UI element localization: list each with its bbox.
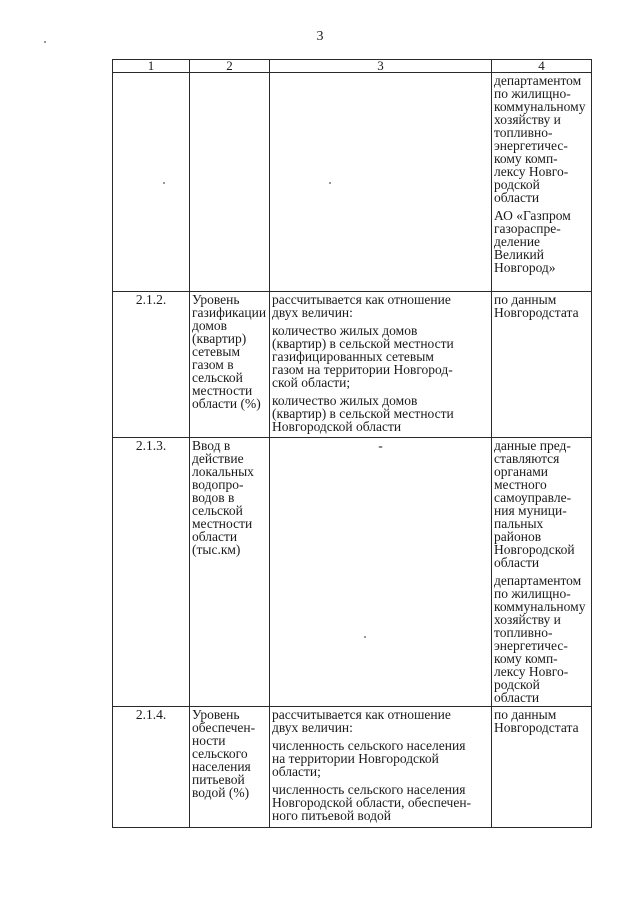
calculation-method (270, 438, 492, 707)
table-row (113, 707, 592, 828)
cell-line: лексу Новго- (494, 664, 569, 679)
cell-line: численность сельского населения (272, 738, 466, 753)
cell-line: хозяйству и (494, 612, 561, 627)
data-source (492, 707, 592, 828)
cell-line: Великий (494, 247, 544, 262)
cell-line: Новгородстата (494, 305, 579, 320)
indicator-name (190, 707, 270, 828)
data-source (492, 292, 592, 438)
calculation-method (270, 73, 492, 292)
cell-line: области (%) (192, 396, 261, 411)
cell-line: рассчитывается как отношение (272, 292, 451, 307)
data-source (492, 438, 592, 707)
calculation-method (270, 292, 492, 438)
cell-line: Новгородской области, обеспечен- (272, 795, 472, 810)
data-source (492, 73, 592, 292)
cell-line: самоуправле- (494, 490, 572, 505)
cell-line: двух величин: (272, 720, 353, 735)
empty-dash: - (378, 438, 383, 453)
cell-line: (квартир) в сельской местности (272, 406, 454, 421)
cell-line: ности (192, 733, 226, 748)
indicator-name (190, 438, 270, 707)
cell-line: действие (192, 451, 244, 466)
cell-line: пальных (494, 516, 544, 531)
cell-line: местности (192, 383, 253, 398)
cell-line: Новгородской (494, 542, 575, 557)
cell-line: (тыс.км) (192, 542, 241, 557)
cell-line: обеспечен- (192, 720, 256, 735)
cell-line: газом в (192, 357, 234, 372)
cell-line: по данным (494, 707, 557, 722)
row-number: 2.1.2. (113, 292, 190, 438)
cell-line: двух величин: (272, 305, 353, 320)
cell-line: коммунальному (494, 99, 586, 114)
cell-line: органами (494, 464, 549, 479)
cell-line: количество жилых домов (272, 323, 418, 338)
cell-line: энергетичес- (494, 138, 568, 153)
calculation-method (270, 707, 492, 828)
cell-line: департаментом (494, 573, 582, 588)
cell-line: районов (494, 529, 542, 544)
cell-line: энергетичес- (494, 638, 568, 653)
cell-line: газифицированных сетевым (272, 349, 434, 364)
cell-line: ния муници- (494, 503, 567, 518)
cell-line: по жилищно- (494, 586, 571, 601)
indicator-name (190, 73, 270, 292)
scan-speck (44, 41, 46, 43)
scan-speck (329, 182, 331, 184)
cell-line: сетевым (192, 344, 241, 359)
cell-line: области (494, 190, 540, 205)
cell-line: на территории Новгородской (272, 751, 439, 766)
cell-line: домов (192, 318, 228, 333)
cell-line: лексу Новго- (494, 164, 569, 179)
scan-speck (364, 636, 366, 638)
cell-line: хозяйству и (494, 112, 561, 127)
table-row (113, 73, 592, 292)
cell-line: Ввод в (192, 438, 231, 453)
cell-line: родской (494, 677, 540, 692)
cell-line: области (494, 690, 540, 705)
cell-line: количество жилых домов (272, 393, 418, 408)
cell-line: АО «Газпром (494, 208, 571, 223)
cell-line: по данным (494, 292, 557, 307)
cell-line: ской области; (272, 375, 351, 390)
cell-line: (квартир) (192, 331, 247, 346)
cell-line: Новгородстата (494, 720, 579, 735)
cell-line: данные пред- (494, 438, 571, 453)
cell-line: Новгород» (494, 260, 556, 275)
cell-line: локальных (192, 464, 254, 479)
row-number (113, 73, 190, 292)
row-number: 2.1.4. (113, 707, 190, 828)
cell-line: местного (494, 477, 547, 492)
table-row (113, 292, 592, 438)
cell-line: деление (494, 234, 541, 249)
cell-line: питьевой (192, 772, 245, 787)
table-header-row (113, 60, 592, 73)
header-col-1: 1 (113, 60, 190, 73)
cell-line: местности (192, 516, 253, 531)
cell-line: топливно- (494, 125, 553, 140)
cell-line: сельского (192, 746, 248, 761)
cell-line: газораспре- (494, 221, 561, 236)
page-number: 3 (316, 29, 324, 44)
cell-line: газификации (192, 305, 267, 320)
cell-line: населения (192, 759, 251, 774)
cell-line: родской (494, 177, 540, 192)
cell-line: водов в (192, 490, 235, 505)
table-row (113, 438, 592, 707)
cell-line: по жилищно- (494, 86, 571, 101)
cell-line: ставляются (494, 451, 560, 466)
row-number: 2.1.3. (113, 438, 190, 707)
cell-line: газом на территории Новгород- (272, 362, 453, 377)
header-col-3: 3 (270, 60, 492, 73)
cell-line: области; (272, 764, 321, 779)
cell-line: численность сельского населения (272, 782, 466, 797)
cell-line: сельской (192, 503, 243, 518)
cell-line: кому комп- (494, 651, 558, 666)
cell-line: области (192, 529, 238, 544)
cell-line: ного питьевой водой (272, 808, 391, 823)
cell-line: водой (%) (192, 785, 250, 800)
cell-line: водопро- (192, 477, 244, 492)
cell-line: кому комп- (494, 151, 558, 166)
cell-line: Уровень (192, 292, 240, 307)
cell-line: сельской (192, 370, 243, 385)
cell-line: (квартир) в сельской местности (272, 336, 454, 351)
indicators-table (112, 59, 592, 828)
scan-speck (163, 182, 165, 184)
cell-line: коммунальному (494, 599, 586, 614)
cell-line: Уровень (192, 707, 240, 722)
indicator-name (190, 292, 270, 438)
header-col-2: 2 (190, 60, 270, 73)
cell-line: топливно- (494, 625, 553, 640)
cell-line: Новгородской области (272, 419, 402, 434)
header-col-4: 4 (492, 60, 592, 73)
cell-line: области (494, 555, 540, 570)
cell-line: рассчитывается как отношение (272, 707, 451, 722)
cell-line: департаментом (494, 73, 582, 88)
